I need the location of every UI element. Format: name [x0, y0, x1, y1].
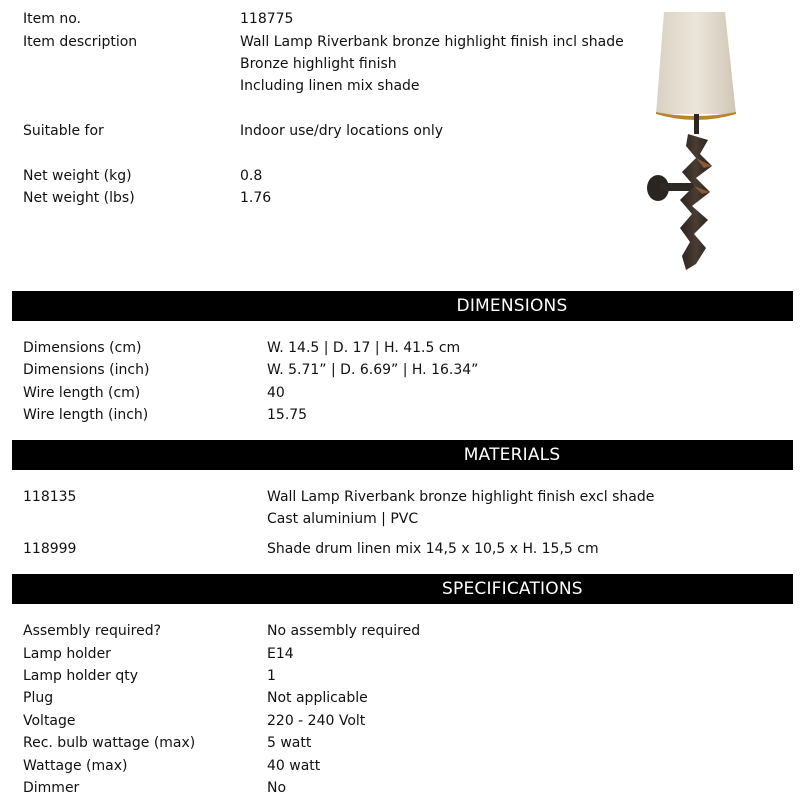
- spec-label: Assembly required?: [23, 623, 162, 639]
- dimensions-title: DIMENSIONS: [456, 296, 568, 316]
- wire-length-inch-label: Wire length (inch): [23, 407, 149, 423]
- spec-label: Voltage: [23, 713, 76, 729]
- item-description-label: Item description: [23, 34, 138, 50]
- wire-length-inch-value: 15.75: [267, 407, 308, 423]
- suitable-for-value: Indoor use/dry locations only: [240, 123, 444, 139]
- material-description-line: Cast aluminium | PVC: [267, 511, 419, 527]
- spec-value: Not applicable: [267, 690, 368, 706]
- spec-value: E14: [267, 646, 294, 662]
- item-description-line: Wall Lamp Riverbank bronze highlight finish incl shade: [240, 34, 624, 50]
- spec-label: Dimmer: [23, 780, 80, 796]
- dimensions-inch-value: W. 5.71” | D. 6.69” | H. 16.34”: [267, 362, 479, 378]
- dimensions-cm-value: W. 14.5 | D. 17 | H. 41.5 cm: [267, 340, 461, 356]
- materials-title: MATERIALS: [463, 445, 561, 465]
- net-weight-kg-label: Net weight (kg): [23, 168, 132, 184]
- spec-value: 5 watt: [267, 735, 312, 751]
- net-weight-kg-value: 0.8: [240, 168, 263, 184]
- item-description-line: Bronze highlight finish: [240, 56, 397, 72]
- item-description-line: Including linen mix shade: [240, 78, 420, 94]
- suitable-for-label: Suitable for: [23, 123, 104, 139]
- dimensions-section-header: [12, 291, 793, 321]
- net-weight-lbs-label: Net weight (lbs): [23, 190, 135, 206]
- specifications-section-header: [12, 574, 793, 604]
- dimensions-cm-label: Dimensions (cm): [23, 340, 142, 356]
- specifications-title: SPECIFICATIONS: [442, 579, 583, 599]
- material-code: 118135: [23, 489, 77, 505]
- materials-section-header: [12, 440, 793, 470]
- wire-length-cm-value: 40: [267, 385, 285, 401]
- material-description-line: Shade drum linen mix 14,5 x 10,5 x H. 15,5 cm: [267, 541, 599, 557]
- item-no-label: Item no.: [23, 11, 81, 27]
- spec-label: Lamp holder: [23, 646, 111, 662]
- wire-length-cm-label: Wire length (cm): [23, 385, 141, 401]
- material-code: 118999: [23, 541, 77, 557]
- dimensions-inch-label: Dimensions (inch): [23, 362, 150, 378]
- spec-value: No: [267, 780, 287, 796]
- spec-label: Rec. bulb wattage (max): [23, 735, 196, 751]
- net-weight-lbs-value: 1.76: [240, 190, 272, 206]
- spec-value: 1: [267, 668, 276, 684]
- spec-value: 40 watt: [267, 758, 321, 774]
- spec-label: Lamp holder qty: [23, 668, 139, 684]
- spec-label: Wattage (max): [23, 758, 128, 774]
- wall-lamp-product-image: [600, 8, 750, 278]
- spec-value: 220 - 240 Volt: [267, 713, 366, 729]
- spec-value: No assembly required: [267, 623, 421, 639]
- spec-label: Plug: [23, 690, 54, 706]
- item-no-value: 118775: [240, 11, 294, 27]
- material-description-line: Wall Lamp Riverbank bronze highlight finish excl shade: [267, 489, 655, 505]
